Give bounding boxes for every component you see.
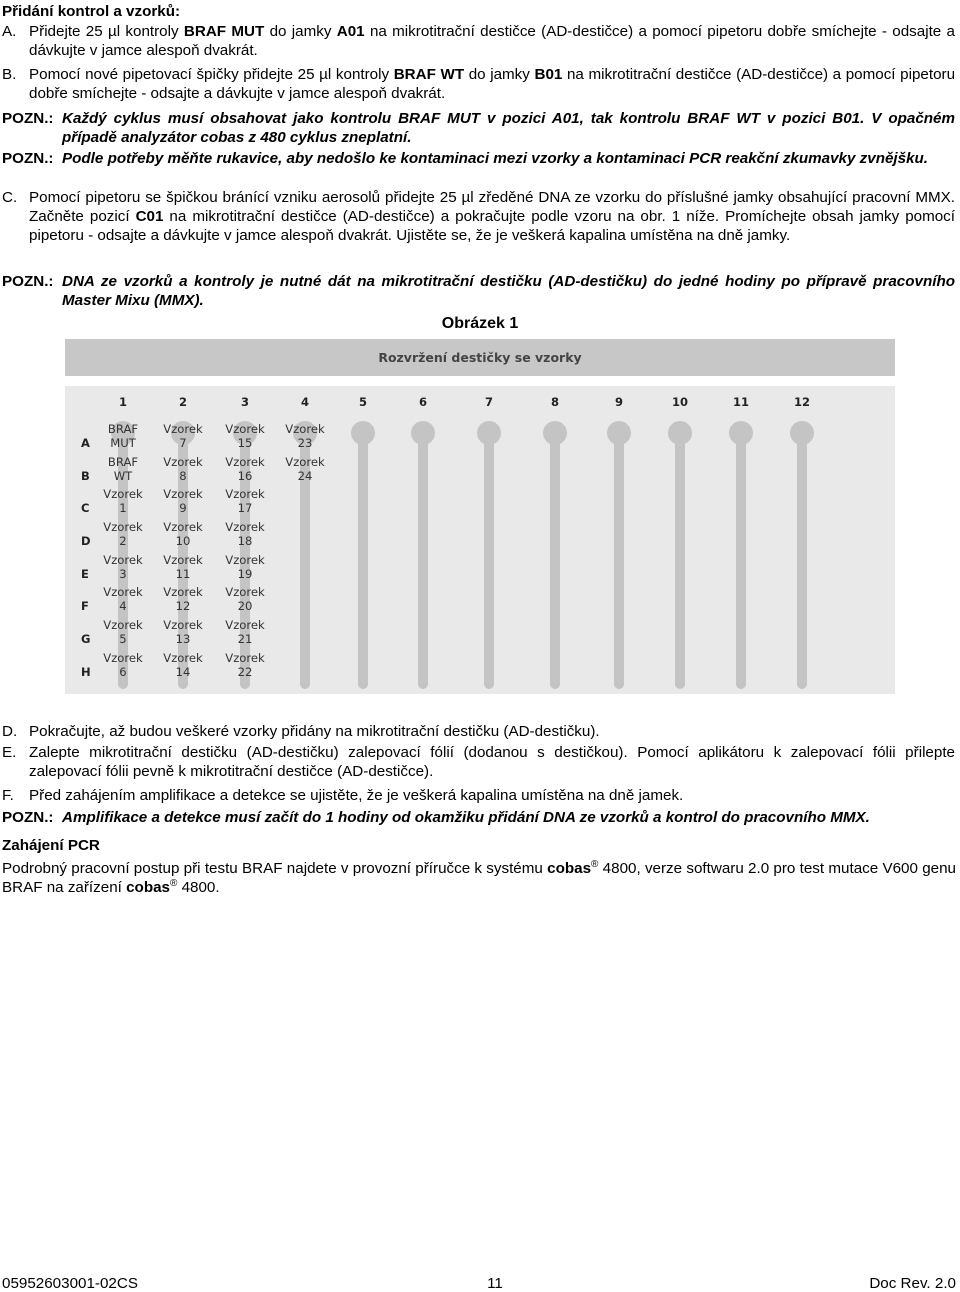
column-number: 11 bbox=[732, 395, 749, 409]
cell-number: MUT bbox=[110, 436, 136, 450]
cell-label: Vzorek bbox=[163, 618, 203, 632]
plate-cell bbox=[215, 585, 275, 613]
cell-number: 14 bbox=[175, 665, 191, 679]
column-number: 6 bbox=[418, 395, 427, 409]
row-letter: F bbox=[81, 599, 89, 613]
column-number: 3 bbox=[240, 395, 249, 409]
cell-label: Vzorek bbox=[225, 618, 265, 632]
row-letter: D bbox=[81, 534, 91, 548]
well-column-11 bbox=[736, 431, 746, 689]
plate-cell bbox=[215, 487, 275, 515]
cell-number: 2 bbox=[119, 534, 127, 548]
column-number: 5 bbox=[358, 395, 367, 409]
row-letter: B bbox=[81, 469, 90, 483]
step-c-letter: C. bbox=[2, 189, 18, 206]
plate-cell bbox=[93, 487, 153, 515]
cell-label: Vzorek bbox=[163, 487, 203, 501]
plate-layout-figure bbox=[65, 339, 895, 694]
cell-label: BRAF bbox=[107, 422, 139, 436]
cell-number: 22 bbox=[237, 665, 253, 679]
step-d-text: Pokračujte, až budou veškeré vzorky přidány na mikrotitrační destičku (AD-destičku). bbox=[29, 723, 600, 740]
cell-label: Vzorek bbox=[225, 585, 265, 599]
plate-cell bbox=[93, 651, 153, 679]
cell-number: 6 bbox=[119, 665, 127, 679]
cell-label: Vzorek bbox=[225, 520, 265, 534]
cell-label: Vzorek bbox=[225, 422, 265, 436]
well-column-5 bbox=[358, 431, 368, 689]
plate-cell bbox=[93, 553, 153, 581]
note-2-text: Podle potřeby měňte rukavice, aby nedošlo ke kontaminaci mezi vzorky a kontaminaci PCR reakční zkumavky zvnějšku. bbox=[62, 150, 929, 167]
column-number: 4 bbox=[300, 395, 309, 409]
cell-number: 24 bbox=[297, 469, 313, 483]
cell-label: BRAF bbox=[107, 455, 139, 469]
plate-cell bbox=[215, 422, 275, 450]
cell-label: Vzorek bbox=[103, 520, 143, 534]
column-number: 1 bbox=[118, 395, 127, 409]
cell-label: Vzorek bbox=[163, 520, 203, 534]
figure-header: Rozvržení destičky se vzorky bbox=[65, 339, 895, 376]
row-letter: C bbox=[81, 501, 90, 515]
well-column-6 bbox=[418, 431, 428, 689]
cell-label: Vzorek bbox=[163, 422, 203, 436]
row-letter: E bbox=[81, 567, 89, 581]
step-a-text: Přidejte 25 µl kontroly BRAF MUT do jamky A01 na mikrotitrační destičce (AD-destičce) a pomocí pipetoru dobře smíchejte - odsajte a dávkujte v jamce alespoň dvakrát. bbox=[29, 23, 956, 59]
cell-number: 5 bbox=[119, 632, 127, 646]
cell-number: 20 bbox=[237, 599, 253, 613]
pcr-heading: Zahájení PCR bbox=[2, 837, 100, 854]
row-letter: A bbox=[81, 436, 90, 450]
plate-cell bbox=[275, 422, 335, 450]
cell-label: Vzorek bbox=[163, 585, 203, 599]
plate-cell bbox=[153, 455, 213, 483]
plate-cell bbox=[153, 553, 213, 581]
cell-number: 17 bbox=[237, 501, 253, 515]
well-column-9 bbox=[614, 431, 624, 689]
plate-cell bbox=[275, 455, 335, 483]
step-f-letter: F. bbox=[2, 787, 14, 804]
note-2-label: POZN.: bbox=[2, 150, 54, 167]
cell-number: 21 bbox=[237, 632, 253, 646]
cell-number: 23 bbox=[297, 436, 313, 450]
note-4-text: Amplifikace a detekce musí začít do 1 hodiny od okamžiku přidání DNA ze vzorků a kontrol do pracovního MMX. bbox=[62, 809, 870, 826]
plate-cell bbox=[153, 618, 213, 646]
cell-number: 18 bbox=[237, 534, 253, 548]
note-1-text: Každý cyklus musí obsahovat jako kontrolu BRAF MUT v pozici A01, tak kontrolu BRAF WT v pozici B01. V opačném případě analyzátor cobas z 480 cyklus zneplatní. bbox=[62, 110, 955, 146]
cell-label: Vzorek bbox=[103, 553, 143, 567]
column-number: 8 bbox=[550, 395, 559, 409]
step-e-text: Zalepte mikrotitrační destičku (AD-destičku) zalepovací fólií (dodanou s destičkou). Pomocí aplikátoru k zalepovací fólii přilepte zalepovací fólii pevně k mikrotitrační destičce (AD-destičce). bbox=[29, 744, 955, 780]
figure-title: Obrázek 1 bbox=[441, 315, 519, 332]
cell-label: Vzorek bbox=[163, 651, 203, 665]
plate-cell bbox=[215, 553, 275, 581]
column-number: 12 bbox=[793, 395, 810, 409]
cell-label: Vzorek bbox=[225, 553, 265, 567]
row-letter: H bbox=[81, 665, 91, 679]
well-column-7 bbox=[484, 431, 494, 689]
pcr-text: Podrobný pracovní postup při testu BRAF najdete v provozní příručce k systému cobas® 4800, verze softwaru 2.0 pro test mutace V600 genu BRAF na zařízení cobas® 4800. bbox=[2, 858, 957, 896]
step-d-letter: D. bbox=[2, 723, 18, 740]
cell-label: Vzorek bbox=[163, 455, 203, 469]
plate-cell bbox=[153, 487, 213, 515]
cell-number: 11 bbox=[175, 567, 191, 581]
step-f-text: Před zahájením amplifikace a detekce se ujistěte, že je veškerá kapalina umístěna na dně jamek. bbox=[29, 787, 684, 804]
cell-number: 10 bbox=[175, 534, 191, 548]
plate-cell bbox=[153, 651, 213, 679]
footer-revision: Doc Rev. 2.0 bbox=[869, 1275, 956, 1292]
plate-cell bbox=[153, 422, 213, 450]
note-3-text: DNA ze vzorků a kontroly je nutné dát na mikrotitrační destičku (AD-destičku) do jedné hodiny po přípravě pracovního Master Mixu (MMX). bbox=[62, 273, 955, 309]
plate-cell bbox=[215, 618, 275, 646]
plate-cell bbox=[93, 585, 153, 613]
plate-cell bbox=[93, 520, 153, 548]
column-number: 9 bbox=[614, 395, 623, 409]
cell-number: 9 bbox=[179, 501, 187, 515]
step-a-letter: A. bbox=[2, 23, 17, 40]
section-heading: Přidání kontrol a vzorků: bbox=[2, 3, 181, 20]
cell-label: Vzorek bbox=[163, 553, 203, 567]
cell-label: Vzorek bbox=[103, 651, 143, 665]
cell-label: Vzorek bbox=[225, 455, 265, 469]
cell-number: 1 bbox=[119, 501, 127, 515]
row-letter: G bbox=[81, 632, 91, 646]
cell-label: Vzorek bbox=[285, 455, 325, 469]
well-column-8 bbox=[550, 431, 560, 689]
column-number: 7 bbox=[484, 395, 493, 409]
plate-cell bbox=[93, 618, 153, 646]
footer-doc-id: 05952603001-02CS bbox=[2, 1275, 138, 1292]
cell-number: 12 bbox=[175, 599, 191, 613]
cell-label: Vzorek bbox=[285, 422, 325, 436]
step-b-text: Pomocí nové pipetovací špičky přidejte 25 µl kontroly BRAF WT do jamky B01 na mikrotitrační destičce (AD-destičce) a pomocí pipetoru dobře smíchejte - odsajte a dávkujte v jamce alespoň dvakrát. bbox=[29, 66, 956, 102]
plate-cell bbox=[153, 520, 213, 548]
note-1-label: POZN.: bbox=[2, 110, 54, 127]
cell-number: 19 bbox=[237, 567, 253, 581]
cell-label: Vzorek bbox=[225, 651, 265, 665]
cell-number: 16 bbox=[237, 469, 253, 483]
plate-cell bbox=[93, 422, 153, 450]
cell-number: 15 bbox=[237, 436, 253, 450]
step-c-text: Pomocí pipetoru se špičkou bránící vzniku aerosolů přidejte 25 µl zředěné DNA ze vzorku do příslušné jamky obsahující pracovní MMX. Začněte pozicí C01 na mikrotitrační destičce (AD-destičce) a pokračujte podle vzoru na obr. 1 níže. Promíchejte obsah jamky pomocí pipetoru - odsajte a dávkujte v jamce alespoň dvakrát. Ujistěte se, že je veškerá kapalina umístěna na dně jamky. bbox=[29, 189, 955, 244]
cell-number: 8 bbox=[179, 469, 187, 483]
cell-number: 13 bbox=[175, 632, 191, 646]
cell-label: Vzorek bbox=[103, 618, 143, 632]
cell-label: Vzorek bbox=[103, 487, 143, 501]
step-e-letter: E. bbox=[2, 744, 17, 761]
well-column-12 bbox=[797, 431, 807, 689]
well-column-10 bbox=[675, 431, 685, 689]
column-number: 10 bbox=[671, 395, 688, 409]
plate-cell bbox=[215, 651, 275, 679]
plate-cell bbox=[215, 455, 275, 483]
plate-cell bbox=[153, 585, 213, 613]
cell-number: 3 bbox=[119, 567, 127, 581]
note-4-label: POZN.: bbox=[2, 809, 54, 826]
footer-page-number: 11 bbox=[487, 1275, 503, 1292]
cell-label: Vzorek bbox=[225, 487, 265, 501]
note-3-label: POZN.: bbox=[2, 273, 54, 290]
figure-divider bbox=[65, 376, 895, 386]
cell-number: 4 bbox=[119, 599, 127, 613]
cell-label: Vzorek bbox=[103, 585, 143, 599]
cell-number: WT bbox=[113, 469, 133, 483]
column-number: 2 bbox=[178, 395, 187, 409]
plate-cell bbox=[215, 520, 275, 548]
plate-cell bbox=[93, 455, 153, 483]
step-b-letter: B. bbox=[2, 66, 17, 83]
cell-number: 7 bbox=[179, 436, 187, 450]
